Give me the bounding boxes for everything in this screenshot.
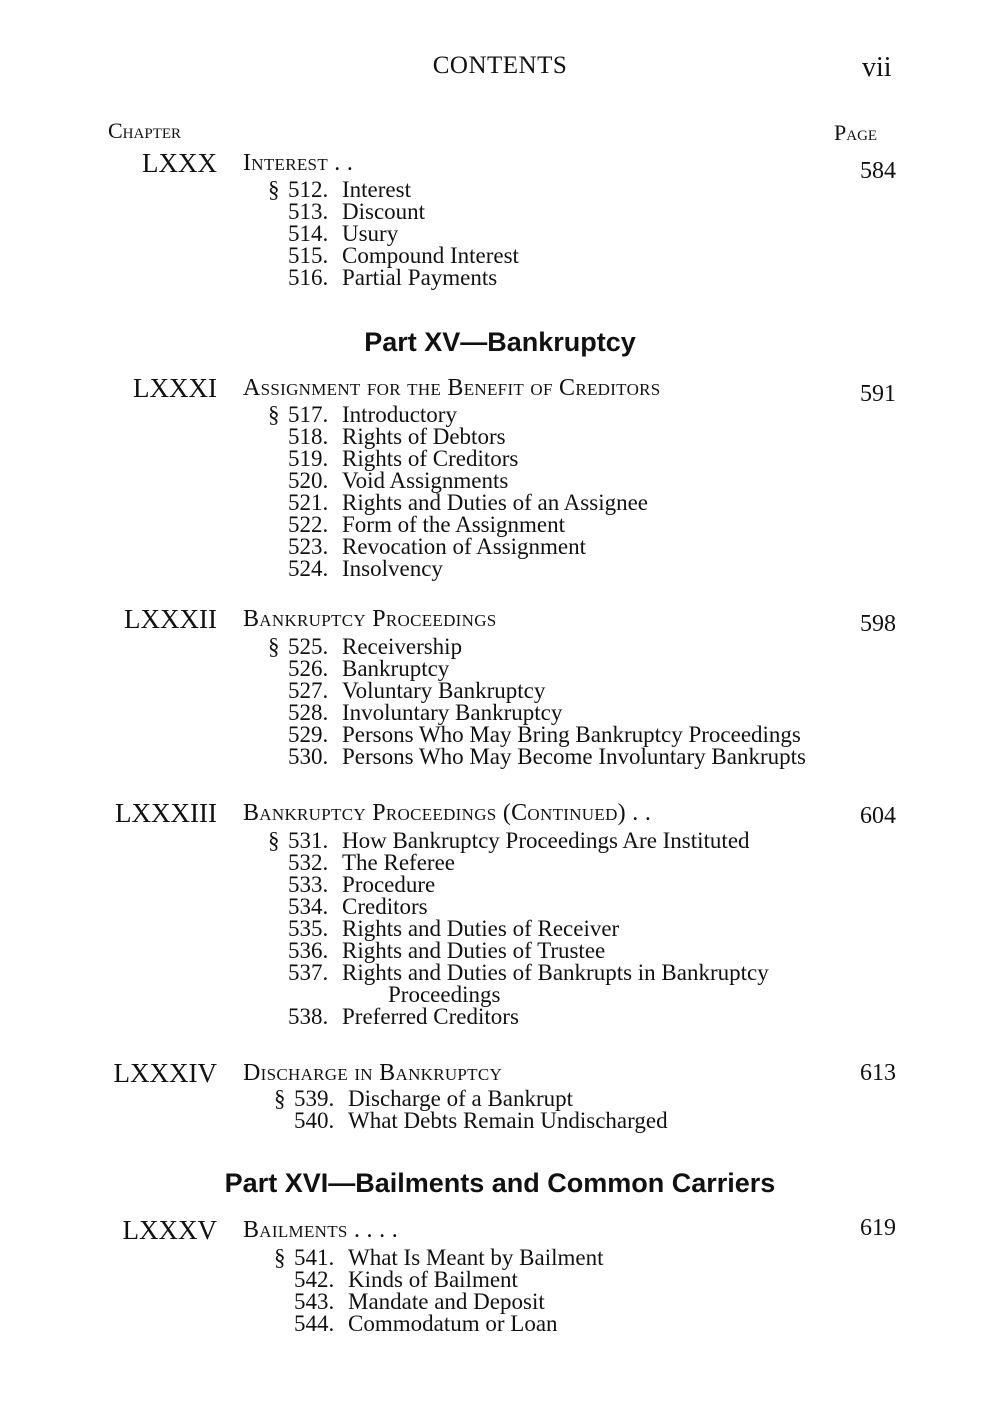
section-title-continued: Proceedings [388,982,501,1007]
section-entry [0,1269,1000,1291]
section-number: 530. [288,744,329,769]
section-entry [0,1291,1000,1313]
section-mark: § [268,402,280,427]
section-mark: § [274,1086,286,1111]
section-mark: § [274,1245,286,1270]
section-entry [0,962,1000,984]
chapter-title: Assignment for the Benefit of Creditors [243,375,661,401]
section-number: 516. [288,265,329,290]
section-number: 513. [288,199,329,224]
chapter-title: Bailments . . . . [243,1217,399,1243]
section-title: Form of the Assignment [342,512,565,537]
section-entry [0,1006,1000,1028]
section-mark: § [268,828,280,853]
section-entry [0,830,1000,852]
section-number: 543. [294,1289,335,1314]
section-title: Rights and Duties of Trustee [342,938,606,963]
section-entry [0,1247,1000,1269]
section-entry [0,267,1000,289]
section-entry [0,1313,1000,1335]
chapter-number: LXXXIII [115,798,217,828]
section-title: Rights and Duties of Bankrupts in Bankruptcy [342,960,769,985]
section-title: Usury [342,221,399,246]
chapter-number: LXXXII [124,604,217,634]
section-number: 522. [288,512,329,537]
section-entry [0,558,1000,580]
section-entry [0,724,1000,746]
section-number: 535. [288,916,329,941]
section-entry [0,201,1000,223]
section-entry [0,918,1000,940]
section-number: 532. [288,850,329,875]
section-title: What Is Meant by Bailment [348,1245,604,1270]
section-number: 523. [288,534,329,559]
section-title: How Bankruptcy Proceedings Are Instituted [342,828,750,853]
section-entry-continuation [0,984,1000,1006]
section-entry [0,636,1000,658]
running-header-title: CONTENTS [432,52,568,79]
chapter-number: LXXX [142,148,217,178]
section-number: 518. [288,424,329,449]
section-number: 528. [288,700,329,725]
section-title: Introductory [342,402,457,427]
chapter-number: LXXXV [122,1215,217,1245]
chapter-page: 591 [860,381,896,407]
section-entry [0,179,1000,201]
chapter-title: Discharge in Bankruptcy [243,1060,503,1086]
section-number: 514. [288,221,329,246]
section-title: Void Assignments [342,468,509,493]
section-number: 544. [294,1311,335,1336]
chapter-page: 619 [860,1215,896,1241]
section-number: 531. [288,828,329,853]
chapter-page: 604 [860,803,896,829]
section-number: 525. [288,634,329,659]
section-title: Rights and Duties of Receiver [342,916,620,941]
section-title: Discount [342,199,426,224]
section-entry [0,426,1000,448]
section-entry [0,245,1000,267]
section-number: 534. [288,894,329,919]
section-title: Creditors [342,894,428,919]
section-title: Procedure [342,872,436,897]
section-number: 512. [288,177,329,202]
section-title: What Debts Remain Undischarged [348,1108,668,1133]
section-entry [0,404,1000,426]
section-number: 519. [288,446,329,471]
section-number: 538. [288,1004,329,1029]
section-title: Discharge of a Bankrupt [348,1086,574,1111]
section-entry [0,940,1000,962]
chapter-title: Bankruptcy Proceedings [243,606,497,632]
section-entry [0,448,1000,470]
section-number: 521. [288,490,329,515]
section-number: 529. [288,722,329,747]
section-number: 515. [288,243,329,268]
section-title: Involuntary Bankruptcy [342,700,563,725]
section-number: 524. [288,556,329,581]
section-entry [0,896,1000,918]
section-title: Voluntary Bankruptcy [342,678,546,703]
section-entry [0,1088,1000,1110]
section-title: Insolvency [342,556,443,581]
section-entry [0,658,1000,680]
chapter-page: 584 [860,158,896,184]
section-entry [0,536,1000,558]
part-heading: Part XV—Bankruptcy [364,327,636,357]
section-title: Persons Who May Bring Bankruptcy Proceedings [342,722,801,747]
section-title: Commodatum or Loan [348,1311,558,1336]
section-number: 542. [294,1267,335,1292]
section-mark: § [268,634,280,659]
section-number: 526. [288,656,329,681]
section-entry [0,492,1000,514]
section-number: 520. [288,468,329,493]
section-title: Preferred Creditors [342,1004,519,1029]
section-entry [0,1110,1000,1132]
chapter-page: 613 [860,1060,896,1086]
chapter-number: LXXXI [133,373,217,403]
section-number: 536. [288,938,329,963]
section-title: Persons Who May Become Involuntary Bankrupts [342,744,806,769]
section-title: Interest [342,177,411,202]
section-entry [0,470,1000,492]
section-number: 517. [288,402,329,427]
section-mark: § [268,177,280,202]
section-title: Receivership [342,634,463,659]
section-title: Mandate and Deposit [348,1289,545,1314]
section-entry [0,680,1000,702]
section-entry [0,514,1000,536]
section-entry [0,702,1000,724]
section-title: Rights of Creditors [342,446,519,471]
page-number: vii [862,52,892,83]
section-entry [0,852,1000,874]
chapter-number: LXXXIV [113,1058,217,1088]
section-number: 541. [294,1245,335,1270]
section-number: 527. [288,678,329,703]
section-number: 540. [294,1108,335,1133]
part-heading: Part XVI—Bailments and Common Carriers [224,1168,776,1198]
section-title: Partial Payments [342,265,498,290]
chapter-page: 598 [860,611,896,637]
section-title: Rights of Debtors [342,424,506,449]
section-number: 537. [288,960,329,985]
section-number: 533. [288,872,329,897]
section-entry [0,874,1000,896]
chapter-title: Interest . . [243,150,354,176]
section-title: Bankruptcy [342,656,450,681]
section-title: Rights and Duties of an Assignee [342,490,648,515]
chapter-column-label: Chapter [108,118,182,143]
section-number: 539. [294,1086,335,1111]
section-title: Compound Interest [342,243,519,268]
section-title: The Referee [342,850,456,875]
section-title: Revocation of Assignment [342,534,587,559]
chapter-title: Bankruptcy Proceedings (Continued) . . [243,800,652,826]
section-entry [0,746,1000,768]
page-column-label: Page [834,120,878,145]
section-title: Kinds of Bailment [348,1267,518,1292]
section-entry [0,223,1000,245]
